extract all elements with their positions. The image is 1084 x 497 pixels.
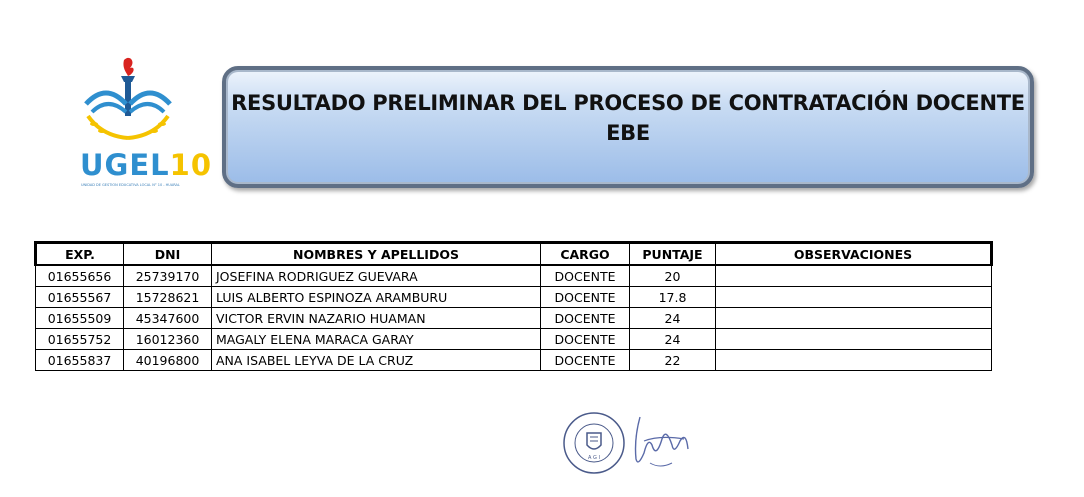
cell-cargo: DOCENTE [541,350,630,371]
logo-subtitle: UNIDAD DE GESTIÓN EDUCATIVA LOCAL N° 10 - HUARAL [81,183,180,187]
table-header-row [36,243,992,266]
book-torch-emblem-icon [72,52,192,152]
col-header-puntaje: PUNTAJE [630,243,716,266]
cell-puntaje: 20 [630,265,716,287]
cell-dni: 45347600 [124,308,212,329]
cell-nombre: VICTOR ERVIN NAZARIO HUAMAN [212,308,541,329]
cell-puntaje: 24 [630,308,716,329]
table-row [36,329,992,350]
table-row [36,308,992,329]
cell-observaciones [716,329,992,350]
cell-exp: 01655752 [36,329,124,350]
cell-exp: 01655656 [36,265,124,287]
page-title [226,88,1030,148]
cell-nombre: ANA ISABEL LEYVA DE LA CRUZ [212,350,541,371]
table-row [36,350,992,371]
cell-exp: 01655567 [36,287,124,308]
cell-cargo: DOCENTE [541,287,630,308]
cell-nombre: JOSEFINA RODRIGUEZ GUEVARA [212,265,541,287]
cell-cargo: DOCENTE [541,329,630,350]
cell-observaciones [716,265,992,287]
seal-stamp-icon [560,405,700,483]
logo-name-ugel: UGEL [80,148,170,182]
col-header-dni: DNI [124,243,212,266]
official-stamp-and-signature [560,405,700,483]
table-row [36,265,992,287]
ugel10-logo [72,52,212,197]
logo-wordmark [80,150,212,180]
cell-observaciones [716,308,992,329]
cell-observaciones [716,350,992,371]
cell-exp: 01655837 [36,350,124,371]
cell-cargo: DOCENTE [541,265,630,287]
cell-exp: 01655509 [36,308,124,329]
results-table [34,241,993,371]
cell-puntaje: 22 [630,350,716,371]
cell-dni: 15728621 [124,287,212,308]
table-row [36,287,992,308]
col-header-nombres: NOMBRES Y APELLIDOS [212,243,541,266]
svg-text:A G I: A G I [588,455,600,461]
title-line-2: EBE [606,121,650,145]
cell-cargo: DOCENTE [541,308,630,329]
cell-dni: 40196800 [124,350,212,371]
cell-puntaje: 24 [630,329,716,350]
logo-name-number: 10 [169,148,212,182]
title-banner [222,66,1034,188]
col-header-exp: EXP. [36,243,124,266]
cell-nombre: MAGALY ELENA MARACA GARAY [212,329,541,350]
col-header-observaciones: OBSERVACIONES [716,243,992,266]
cell-observaciones [716,287,992,308]
cell-puntaje: 17.8 [630,287,716,308]
cell-dni: 16012360 [124,329,212,350]
col-header-cargo: CARGO [541,243,630,266]
cell-nombre: LUIS ALBERTO ESPINOZA ARAMBURU [212,287,541,308]
cell-dni: 25739170 [124,265,212,287]
title-line-1: RESULTADO PRELIMINAR DEL PROCESO DE CONTRATACIÓN DOCENTE [231,91,1025,115]
